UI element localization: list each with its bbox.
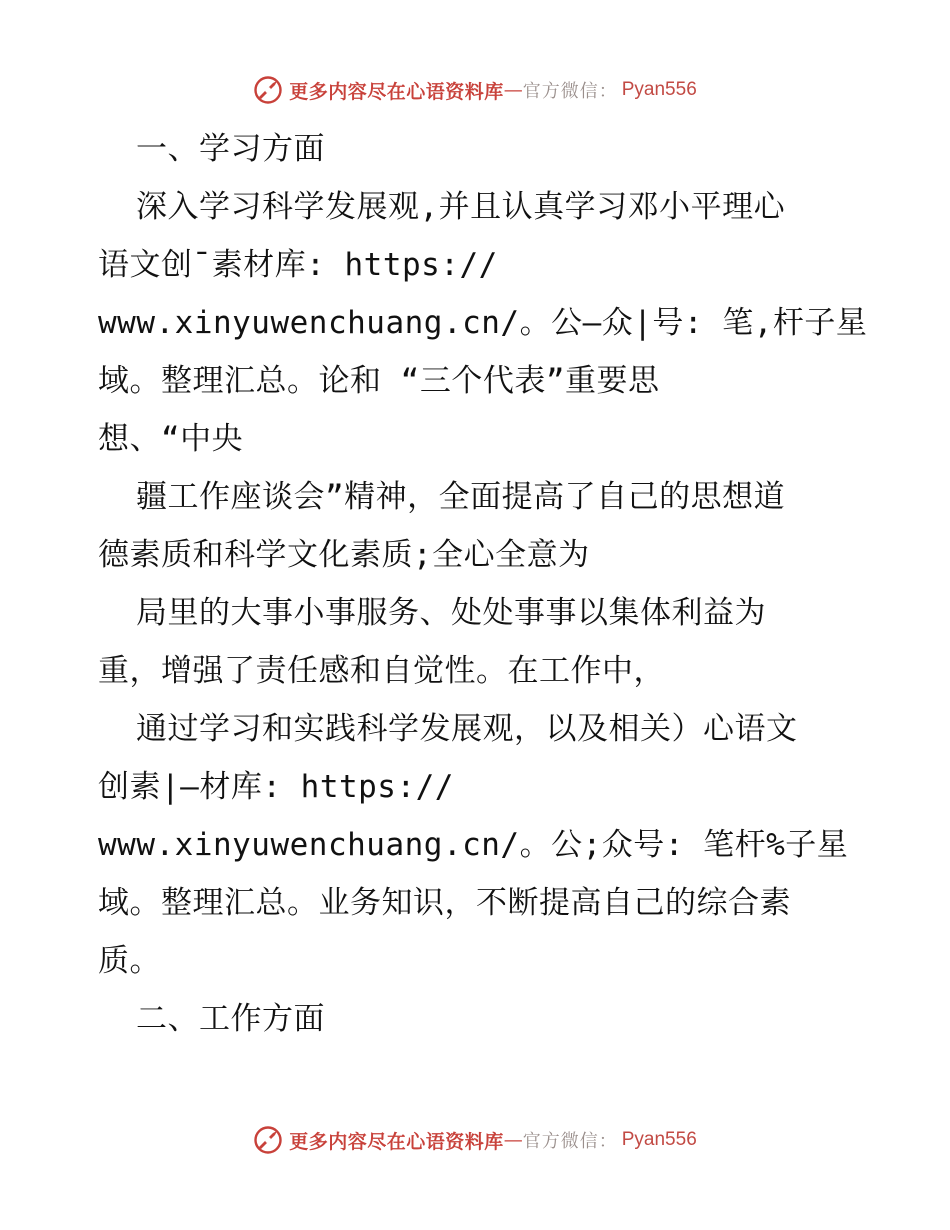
document-body bbox=[98, 120, 868, 1048]
text-line: 质。 bbox=[98, 943, 161, 979]
footer-wechat-label: 官方微信： bbox=[522, 1131, 618, 1152]
text-line: 深入学习科学发展观,并且认真学习邓小平理心 bbox=[136, 189, 786, 225]
section-heading-work: 二、工作方面 bbox=[136, 1001, 325, 1037]
quill-logo-icon bbox=[253, 1125, 283, 1155]
header-wechat-label: 官方微信： bbox=[522, 81, 618, 102]
text-line: 语文创¯素材库: https:// bbox=[98, 247, 498, 283]
text-line: 通过学习和实践科学发展观，以及相关）心语文 bbox=[136, 711, 798, 747]
text-line: 重，增强了责任感和自觉性。在工作中， bbox=[98, 653, 665, 689]
text-line: 想、“中央 bbox=[98, 421, 244, 457]
footer-brand-text: 更多内容尽在心语资料库 bbox=[289, 1130, 504, 1153]
text-line: 局里的大事小事服务、处处事事以集体利益为 bbox=[136, 595, 766, 631]
footer-wechat-id: Pyan556 bbox=[621, 1129, 697, 1150]
header-wechat-id: Pyan556 bbox=[621, 79, 697, 100]
text-line: 创素|—材库: https:// bbox=[98, 769, 454, 805]
header-watermark-banner bbox=[0, 70, 950, 110]
text-line: 疆工作座谈会”精神，全面提高了自己的思想道 bbox=[136, 479, 786, 515]
text-line: www.xinyuwenchuang.cn/。公—众|号: 笔,杆子星 bbox=[98, 305, 868, 341]
section-heading-study: 一、学习方面 bbox=[136, 131, 325, 167]
header-brand-text: 更多内容尽在心语资料库 bbox=[289, 80, 504, 103]
footer-watermark-banner bbox=[0, 1120, 950, 1160]
quill-logo-icon bbox=[253, 75, 283, 105]
header-dash: — bbox=[503, 79, 523, 101]
text-line: 域。整理汇总。论和 “三个代表”重要思 bbox=[98, 363, 660, 399]
footer-dash: — bbox=[503, 1129, 523, 1151]
text-line: 德素质和科学文化素质;全心全意为 bbox=[98, 537, 590, 573]
text-line: www.xinyuwenchuang.cn/。公;众号: 笔杆%子星 bbox=[98, 827, 849, 863]
text-line: 域。整理汇总。业务知识，不断提高自己的综合素 bbox=[98, 885, 791, 921]
